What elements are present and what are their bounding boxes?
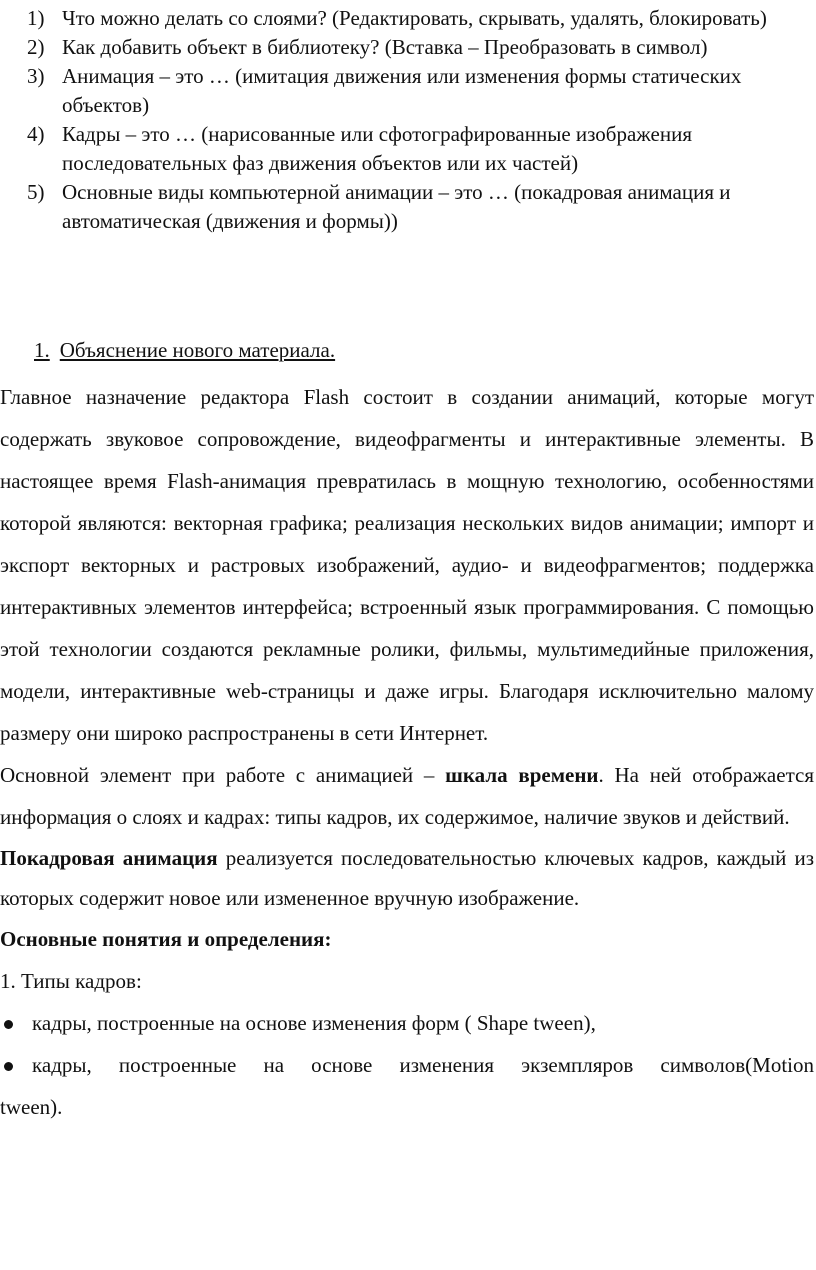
list-item — [0, 62, 816, 120]
list-item-text: Как добавить объект в библиотеку? (Вставка – Преобразовать в символ) — [62, 35, 708, 59]
frame-types-label: 1. Типы кадров: — [0, 969, 142, 993]
bullet-icon — [4, 1020, 13, 1029]
concepts-heading: Основные понятия и определения: — [0, 927, 332, 951]
section-heading — [34, 335, 335, 365]
list-item — [0, 120, 816, 178]
list-item — [0, 178, 816, 236]
list-item-text: Анимация – это … (имитация движения или изменения формы статических объектов) — [62, 64, 742, 117]
list-item — [0, 1002, 814, 1044]
list-item-text: кадры, построенные на основе изменения экземпляров символов(Motion — [32, 1053, 814, 1077]
list-item-number: 5) — [27, 180, 45, 204]
list-item-number: 2) — [27, 35, 45, 59]
paragraph-frame-animation — [0, 838, 814, 918]
paragraph-text: . На ней отображается информация о слоях и кадрах: типы кадров, их содержимое, наличие звуков и действий. — [0, 763, 814, 829]
bullet-icon — [4, 1062, 13, 1071]
list-item-text: Основные виды компьютерной анимации – это … (покадровая анимация и автоматическая (движения и формы)) — [62, 180, 731, 233]
list-item-continuation: tween). — [0, 1095, 63, 1119]
paragraph-flash-intro: Главное назначение редактора Flash состоит в создании анимаций, которые могут содержать звуковое сопровождение, видеофрагменты и интерактивные элементы. В настоящее время Flash-анимация превратилась в мощную технологию, особенностями которой являются: векторная графика; реализация нескольких видов анимации; импорт и экспорт векторных и растровых изображений, аудио- и видеофрагментов; поддержка интерактивных элементов интерфейса; встроенный язык программирования. С помощью этой технологии создаются рекламные ролики, фильмы, мультимедийные приложения, модели, интерактивные web-страницы и даже игры. Благодаря исключительно малому размеру они широко распространены в сети Интернет. — [0, 385, 814, 745]
list-item — [0, 4, 816, 33]
paragraph-text: Основной элемент при работе с анимацией – — [0, 763, 446, 787]
paragraph-text: реализуется последовательностью ключевых кадров, каждый из которых содержит новое или измененное вручную изображение. — [0, 846, 814, 910]
document-body — [0, 376, 814, 1128]
timeline-term: шкала времени — [445, 763, 599, 787]
list-item-text: кадры, построенные на основе изменения форм ( Shape tween), — [32, 1011, 596, 1035]
list-item — [0, 1044, 814, 1086]
list-item-text: Что можно делать со слоями? (Редактировать, скрывать, удалять, блокировать) — [62, 6, 767, 30]
section-number: 1. — [34, 338, 50, 362]
list-item-number: 1) — [27, 6, 45, 30]
paragraph-timeline — [0, 754, 814, 838]
list-item-number: 3) — [27, 64, 45, 88]
list-item-text: Кадры – это … (нарисованные или сфотографированные изображения последовательных фаз движения объектов или их частей) — [62, 122, 692, 175]
frame-animation-term: Покадровая анимация — [0, 846, 218, 870]
list-item-number: 4) — [27, 122, 45, 146]
section-title: Объяснение нового материала. — [59, 338, 336, 362]
review-questions-list — [0, 4, 816, 236]
list-item — [0, 33, 816, 62]
